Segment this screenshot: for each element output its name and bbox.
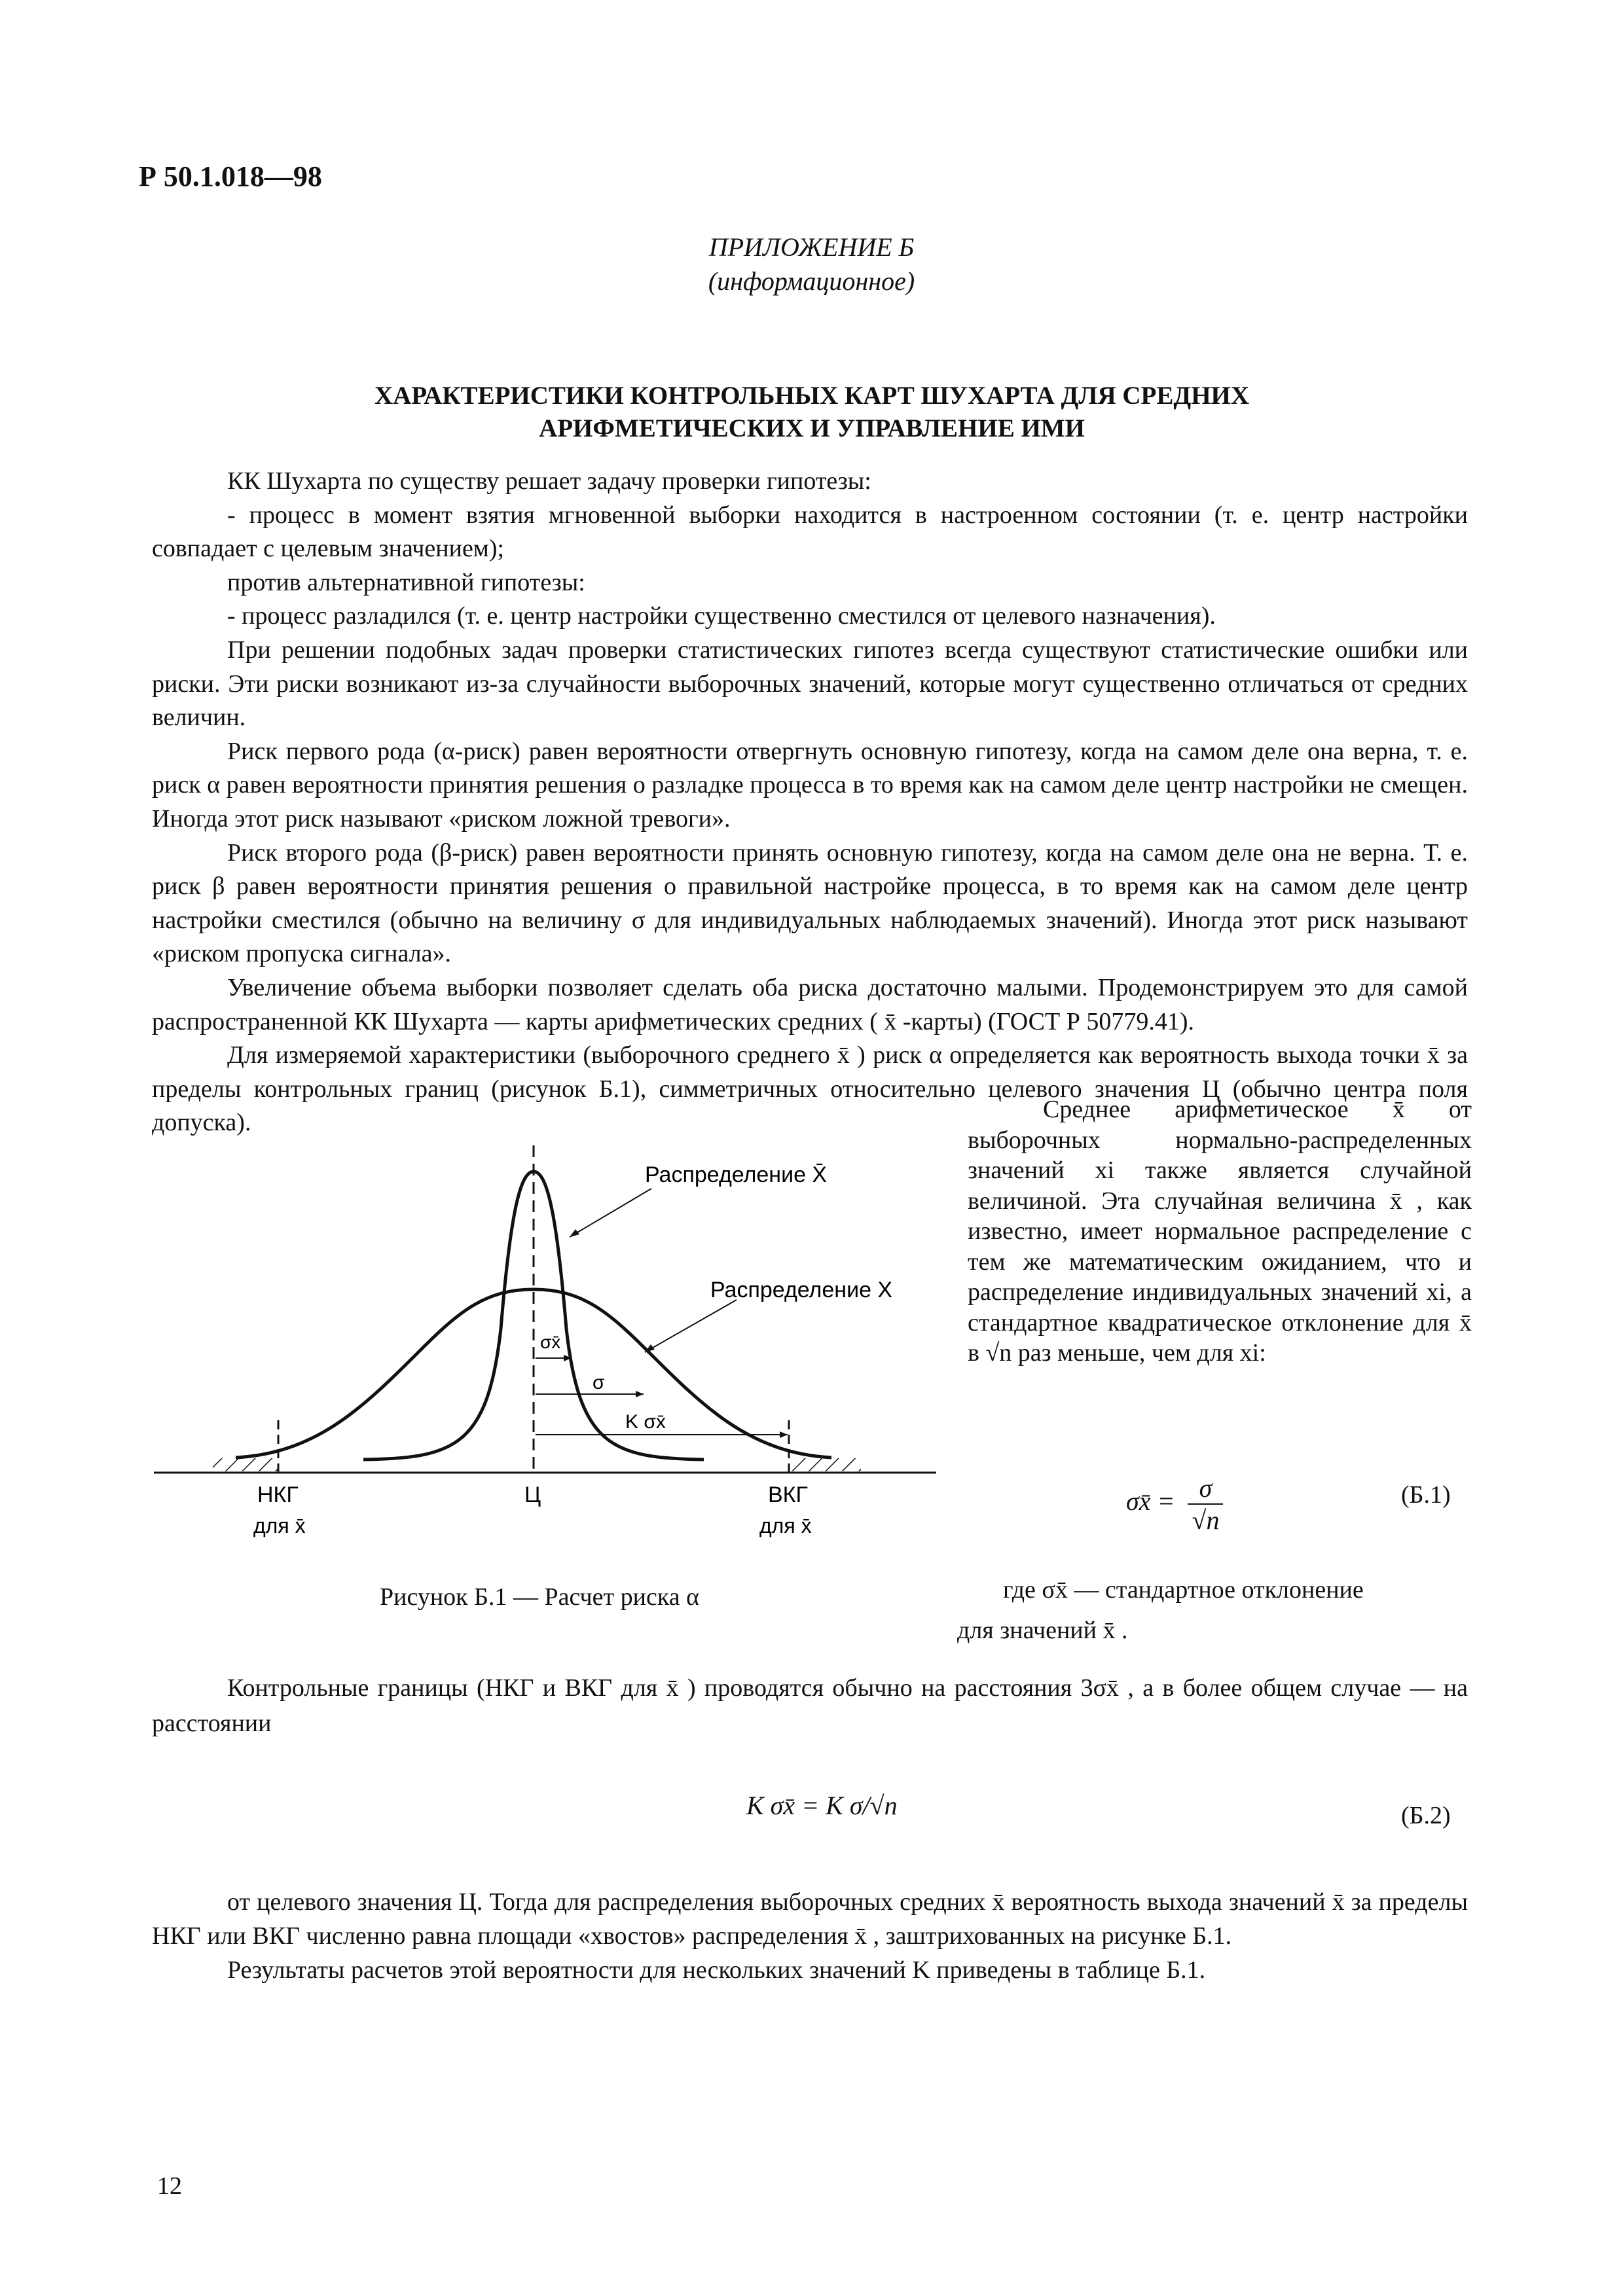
body-text <box>152 465 1468 1140</box>
left-tail-hatch <box>213 1458 278 1471</box>
bottom-paragraph-2: Результаты расчетов этой вероятности для нескольких значений K приведены в таблице Б.1. <box>227 1956 1206 1984</box>
figure-caption: Рисунок Б.1 — Расчет риска α <box>380 1583 700 1611</box>
paragraph-3: против альтернативной гипотезы: <box>227 568 585 596</box>
equation-number-b2: (Б.2) <box>1401 1802 1451 1829</box>
section-title <box>275 380 1349 445</box>
label-sigma-mean: σx̄ <box>540 1332 561 1352</box>
paragraph-9: Для измеряемой характеристики (выборочного среднего x̄ ) риск α определяется как вероятность выхода точки x̄ за пределы контрольных границ (рисунок Б.1), симметричных относительно целевого значения Ц (обычно центра поля допуска). <box>152 1041 1468 1137</box>
paragraph-1: КК Шухарта по существу решает задачу проверки гипотезы: <box>227 467 871 495</box>
label-lcl: НКГ <box>257 1482 299 1507</box>
paragraph-6: Риск первого рода (α-риск) равен вероятности отвергнуть основную гипотезу, когда на самом деле она верна, т. е. риск α равен вероятности принятия решения о разладке процесса в то время как на самом деле центр настройки не смещен. Иногда этот риск называют «риском ложной тревоги». <box>152 737 1468 833</box>
label-center: Ц <box>524 1482 541 1507</box>
label-k-sigma: K σx̄ <box>625 1411 666 1433</box>
appendix-heading <box>0 230 1623 298</box>
document-code: Р 50.1.018—98 <box>139 160 322 192</box>
section-title-line-1: ХАРАКТЕРИСТИКИ КОНТРОЛЬНЫХ КАРТ ШУХАРТА ДЛЯ СРЕДНИХ <box>374 382 1250 410</box>
appendix-label: ПРИЛОЖЕНИЕ Б <box>708 232 915 262</box>
where-line-1: где σx̄ — стандартное отклонение <box>1003 1576 1364 1604</box>
appendix-type: (информационное) <box>708 266 915 296</box>
label-lcl-sub: для x̄ <box>253 1514 306 1537</box>
formula-b1-numerator: σ <box>1188 1473 1223 1505</box>
formula-b1-left: σx̄ = <box>1126 1486 1175 1516</box>
formula-b1-fraction <box>1188 1473 1223 1535</box>
paragraph-7: Риск второго рода (β-риск) равен вероятности принять основную гипотезу, когда на самом деле она не верна. Т. е. риск β равен вероятности принятия решения о правильной настройке процесса, в то время как на самом деле центр настройки сместился (обычно на величину σ для индивидуальных наблюдаемых значений). Иногда этот риск называют «риском пропуска сигнала». <box>152 838 1468 968</box>
label-sigma: σ <box>593 1372 605 1393</box>
equation-number-b1: (Б.1) <box>1401 1481 1451 1509</box>
bottom-paragraph-1: от целевого значения Ц. Тогда для распределения выборочных средних x̄ вероятность выхода значений x̄ за пределы НКГ или ВКГ численно равна площади «хвостов» распределения x̄ , заштрихованных на рисунке Б.1. <box>152 1888 1468 1950</box>
formula-b1-denominator: √n <box>1192 1505 1220 1535</box>
label-ucl: ВКГ <box>768 1482 808 1507</box>
label-dist-mean: Распределение X̄ <box>645 1162 828 1187</box>
label-ucl-sub: для x̄ <box>759 1514 812 1537</box>
side-text <box>968 1094 1472 1369</box>
paragraph-5: При решении подобных задач проверки статистических гипотез всегда существуют статистические ошибки или риски. Эти риски возникают из-за случайности выборочных значений, которые могут существенно отличаться от средних величин. <box>152 636 1468 732</box>
figure-b1 <box>147 1132 953 1590</box>
label-dist-x: Распределение X <box>710 1278 893 1302</box>
right-tail-hatch <box>789 1458 861 1471</box>
distribution-diagram <box>147 1132 953 1590</box>
lower-paragraph: Контрольные границы (НКГ и ВКГ для x̄ ) проводятся обычно на расстояния 3σx̄ , а в более общем случае — на расстоянии <box>152 1674 1468 1737</box>
lower-text <box>152 1670 1468 1741</box>
section-title-line-2: АРИФМЕТИЧЕСКИХ И УПРАВЛЕНИЕ ИМИ <box>539 414 1085 442</box>
side-paragraph: Среднее арифметическое x̄ от выборочных нормально-распределенных значений xi также является случайной величиной. Эта случайная величина x̄ , как известно, имеет нормальное распределение с тем же математическим ожиданием, что и распределение индивидуальных значений xi, а стандартное квадратическое отклонение для x̄ в √n раз меньше, чем для xi: <box>968 1096 1472 1367</box>
page-number: 12 <box>157 2172 182 2200</box>
where-text <box>957 1570 1468 1651</box>
paragraph-4: - процесс разладился (т. е. центр настройки существенно сместился от целевого назначения). <box>227 602 1216 630</box>
leader-dist-x <box>645 1300 737 1352</box>
paragraph-2: - процесс в момент взятия мгновенной выборки находится в настроенном состоянии (т. е. центр настройки совпадает с целевым значением); <box>152 501 1468 563</box>
formula-b1 <box>1126 1473 1223 1535</box>
bottom-text <box>152 1885 1468 1987</box>
paragraph-8: Увеличение объема выборки позволяет сделать оба риска достаточно малыми. Продемонстрируем это для самой распространенной КК Шухарта — карты арифметических средних ( x̄ -карты) (ГОСТ Р 50779.41). <box>152 973 1468 1035</box>
leader-dist-mean <box>570 1189 651 1237</box>
formula-b2: K σx̄ = K σ/√n <box>746 1791 898 1820</box>
where-line-2: для значений x̄ . <box>957 1617 1128 1644</box>
